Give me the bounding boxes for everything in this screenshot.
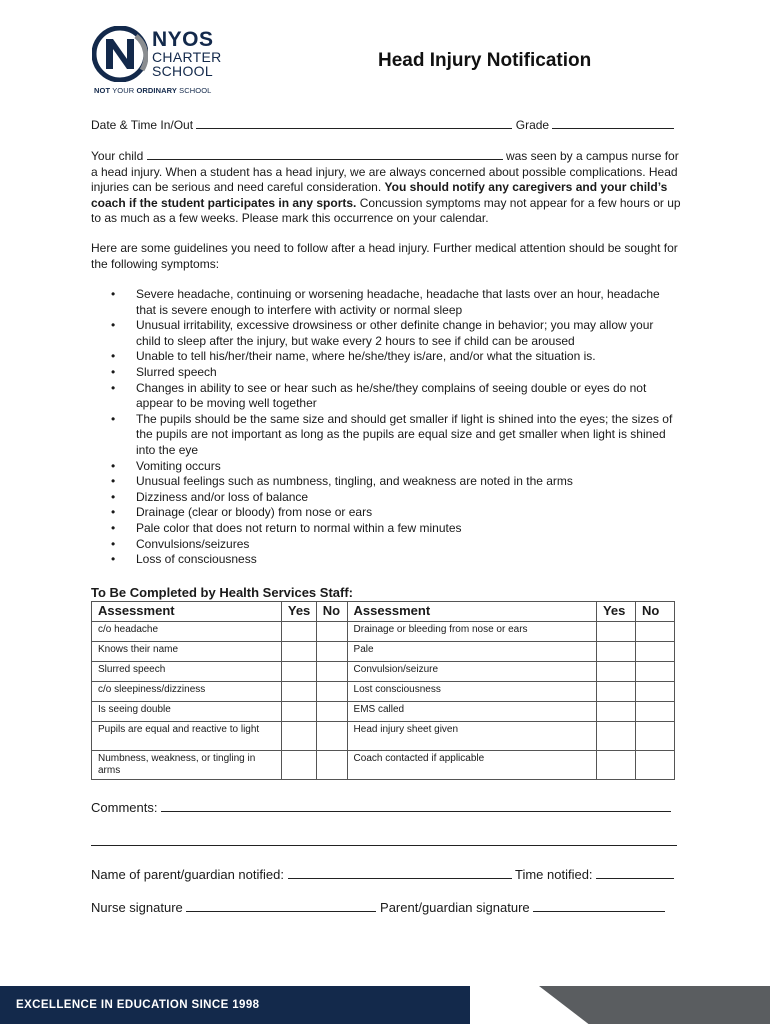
table-row	[92, 722, 675, 751]
yes-cell[interactable]	[281, 722, 316, 751]
table-row	[92, 702, 675, 722]
intro-bold-text: You should notify any caregivers and your child’s coach if the student participates in any sports.	[91, 180, 668, 210]
table-row	[92, 642, 675, 662]
parent-signature-label: Parent/guardian signature	[380, 900, 530, 915]
yes-cell[interactable]	[596, 751, 635, 780]
intro-text: a head injury. When a student has a head injury, we are always concerned about possible complications. Head injuries can be serious and need careful consideration.	[91, 164, 678, 195]
no-cell[interactable]	[316, 662, 347, 682]
logo-subtitle-school: SCHOOL	[152, 63, 213, 79]
parent-notified-field[interactable]	[288, 867, 512, 879]
comments-field-2[interactable]	[91, 834, 677, 846]
logo-name: NYOS	[152, 28, 214, 51]
seen-by-text: was seen by a campus nurse for	[505, 149, 679, 163]
assessment-item: Pale	[347, 642, 596, 662]
yes-cell[interactable]	[596, 662, 635, 682]
comments-line	[91, 800, 671, 815]
tagline-ordinary: ORDINARY	[136, 86, 177, 95]
yes-cell[interactable]	[596, 622, 635, 642]
list-item: • Convulsions/seizures	[108, 537, 680, 553]
yes-header: Yes	[281, 602, 316, 622]
no-cell[interactable]	[316, 642, 347, 662]
assessment-item: Is seeing double	[92, 702, 282, 722]
nyos-n-logo-icon	[92, 26, 148, 82]
tagline-school: SCHOOL	[176, 86, 212, 95]
list-item: • Changes in ability to see or hear such as he/she/they complains of seeing double or eyes do not appear to be moving well together	[108, 381, 680, 412]
logo-subtitle-charter: CHARTER	[152, 49, 222, 65]
symptom-list	[108, 287, 680, 568]
list-item: • Slurred speech	[108, 365, 680, 381]
yes-cell[interactable]	[281, 751, 316, 780]
intro-paragraph	[91, 148, 681, 227]
assessment-header: Assessment	[347, 602, 596, 622]
no-cell[interactable]	[635, 642, 674, 662]
intro-end-text: Concussion symptoms may not appear for a few hours or up to as much as a few weeks. Please mark this occurrence on your calendar.	[91, 195, 681, 226]
signature-line	[91, 900, 665, 915]
no-cell[interactable]	[316, 722, 347, 751]
table-row	[92, 662, 675, 682]
no-cell[interactable]	[635, 622, 674, 642]
yes-cell[interactable]	[281, 662, 316, 682]
parent-notified-line	[91, 867, 674, 882]
list-item: • Loss of consciousness	[108, 552, 680, 568]
list-item: • Dizziness and/or loss of balance	[108, 490, 680, 506]
date-time-field[interactable]	[196, 117, 512, 129]
no-cell[interactable]	[635, 722, 674, 751]
date-time-label: Date & Time In/Out	[91, 118, 194, 132]
nurse-signature-field[interactable]	[186, 900, 376, 912]
table-row	[92, 682, 675, 702]
tagline-your: YOUR	[110, 86, 137, 95]
parent-notified-label: Name of parent/guardian notified:	[91, 867, 284, 882]
list-item: • Severe headache, continuing or worsening headache, headache that lasts over an hour, headache that is severe enough to interfere with activity or normal sleep	[108, 287, 680, 318]
yes-cell[interactable]	[281, 642, 316, 662]
comments-line-2	[91, 834, 677, 849]
footer-gray-band	[440, 986, 770, 1024]
list-item: • Pale color that does not return to normal within a few minutes	[108, 521, 680, 537]
time-notified-field[interactable]	[596, 867, 674, 879]
yes-cell[interactable]	[596, 722, 635, 751]
comments-field[interactable]	[161, 800, 671, 812]
yes-cell[interactable]	[281, 702, 316, 722]
footer-text: EXCELLENCE IN EDUCATION SINCE 1998	[16, 999, 260, 1011]
list-item: • Unusual feelings such as numbness, tingling, and weakness are noted in the arms	[108, 474, 680, 490]
no-cell[interactable]	[635, 662, 674, 682]
yes-cell[interactable]	[596, 682, 635, 702]
no-cell[interactable]	[635, 682, 674, 702]
list-item: • Drainage (clear or bloody) from nose or ears	[108, 505, 680, 521]
time-notified-label: Time notified:	[514, 867, 593, 882]
list-item: • Unusual irritability, excessive drowsiness or other definite change in behavior; you may allow your child to sleep after the injury, but wake every 2 hours to see if child can be aroused	[108, 318, 680, 349]
no-header: No	[635, 602, 674, 622]
assessment-item: Knows their name	[92, 642, 282, 662]
no-cell[interactable]	[316, 702, 347, 722]
assessment-item: Convulsion/seizure	[347, 662, 596, 682]
list-item: • Vomiting occurs	[108, 459, 680, 475]
no-cell[interactable]	[635, 751, 674, 780]
comments-label: Comments:	[91, 800, 158, 815]
no-cell[interactable]	[316, 682, 347, 702]
table-row	[92, 751, 675, 780]
tagline-not: NOT	[94, 86, 111, 95]
nurse-signature-label: Nurse signature	[91, 900, 183, 915]
school-logo	[92, 26, 232, 98]
guidelines-text: Here are some guidelines you need to follow after a head injury. Further medical attention should be sought for the following symptoms:	[91, 241, 678, 271]
footer-banner	[0, 986, 770, 1024]
page-title: Head Injury Notification	[378, 50, 592, 71]
list-item: • Unable to tell his/her/their name, where he/she/they is/are, and/or what the situation is.	[108, 349, 680, 365]
yes-cell[interactable]	[281, 682, 316, 702]
parent-signature-field[interactable]	[533, 900, 665, 912]
assessment-table	[91, 601, 675, 780]
yes-cell[interactable]	[281, 622, 316, 642]
list-item: • The pupils should be the same size and should get smaller if light is shined into the eyes; the sizes of the pupils are not important as long as the pupils are equal size and get smaller when light is shined into the eye	[108, 412, 680, 459]
date-time-line	[91, 117, 681, 134]
no-header: No	[316, 602, 347, 622]
no-cell[interactable]	[316, 622, 347, 642]
assessment-item: c/o sleepiness/dizziness	[92, 682, 282, 702]
grade-field[interactable]	[552, 117, 674, 129]
staff-section-title: To Be Completed by Health Services Staff:	[91, 585, 353, 600]
no-cell[interactable]	[316, 751, 347, 780]
assessment-item: Numbness, weakness, or tingling in arms	[92, 751, 282, 780]
assessment-item: EMS called	[347, 702, 596, 722]
table-row	[92, 622, 675, 642]
yes-cell[interactable]	[596, 702, 635, 722]
assessment-item: Coach contacted if applicable	[347, 751, 596, 780]
yes-cell[interactable]	[596, 642, 635, 662]
grade-label: Grade	[515, 118, 550, 132]
logo-tagline	[94, 86, 211, 95]
assessment-item: Head injury sheet given	[347, 722, 596, 751]
assessment-header: Assessment	[92, 602, 282, 622]
assessment-item: Slurred speech	[92, 662, 282, 682]
assessment-item: c/o headache	[92, 622, 282, 642]
table-header-row	[92, 602, 675, 622]
child-name-field[interactable]	[147, 148, 503, 160]
assessment-item: Lost consciousness	[347, 682, 596, 702]
assessment-item: Pupils are equal and reactive to light	[92, 722, 282, 751]
assessment-item: Drainage or bleeding from nose or ears	[347, 622, 596, 642]
no-cell[interactable]	[635, 702, 674, 722]
yes-header: Yes	[596, 602, 635, 622]
your-child-label: Your child	[91, 149, 144, 163]
